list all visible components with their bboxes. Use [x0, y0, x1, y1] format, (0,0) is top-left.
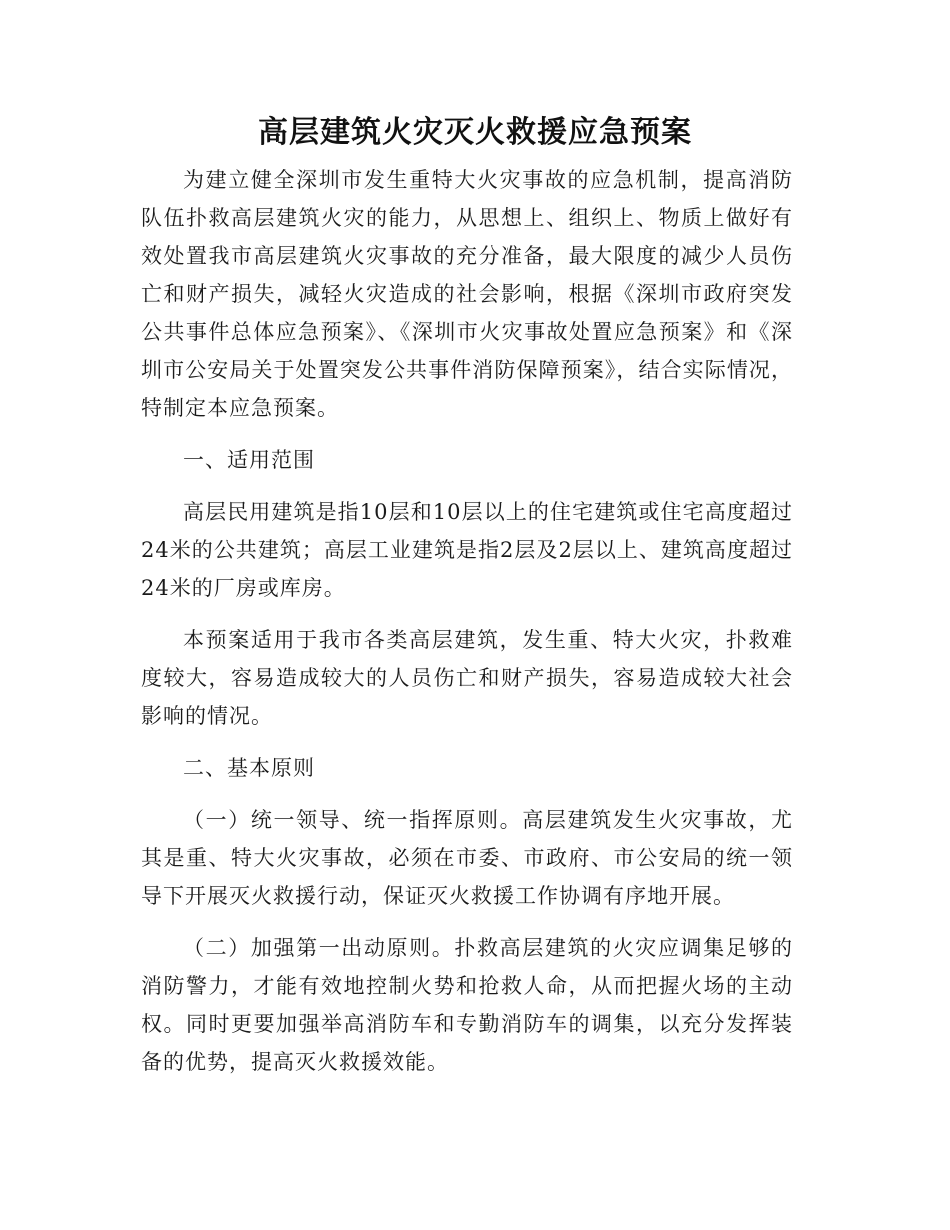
- document-title: 高层建筑火灾灭火救援应急预案: [258, 115, 692, 150]
- scope-applicability-paragraph: 本预案适用于我市各类高层建筑，发生重、特大火灾，扑救难度较大，容易造成较大的人员伤亡和财产损失，容易造成较大社会影响的情况。: [141, 628, 793, 728]
- section-heading-principles: 二、基本原则: [183, 756, 315, 780]
- principle-first-dispatch-paragraph: （二）加强第一出动原则。扑救高层建筑的火灾应调集足够的消防警力，才能有效地控制火势和抢救人命，从而把握火场的主动权。同时更要加强举高消防车和专勤消防车的调集，以充分发挥装备的优势，提高灭火救援效能。: [141, 936, 793, 1074]
- document-body: [141, 161, 793, 1095]
- scope-definition-paragraph: 高层民用建筑是指10层和10层以上的住宅建筑或住宅高度超过24米的公共建筑；高层工业建筑是指2层及2层以上、建筑高度超过24米的厂房或库房。: [141, 500, 793, 600]
- intro-paragraph: 为建立健全深圳市发生重特大火灾事故的应急机制，提高消防队伍扑救高层建筑火灾的能力，从思想上、组织上、物质上做好有效处置我市高层建筑火灾事故的充分准备，最大限度的减少人员伤亡和财产损失，减轻火灾造成的社会影响，根据《深圳市政府突发公共事件总体应急预案》、《深圳市火灾事故处置应急预案》和《深圳市公安局关于处置突发公共事件消防保障预案》，结合实际情况，特制定本应急预案。: [141, 168, 793, 420]
- principle-unified-command-paragraph: （一）统一领导、统一指挥原则。高层建筑发生火灾事故，尤其是重、特大火灾事故，必须在市委、市政府、市公安局的统一领导下开展灭火救援行动，保证灭火救援工作协调有序地开展。: [141, 808, 793, 908]
- section-heading-scope: 一、适用范围: [183, 448, 315, 472]
